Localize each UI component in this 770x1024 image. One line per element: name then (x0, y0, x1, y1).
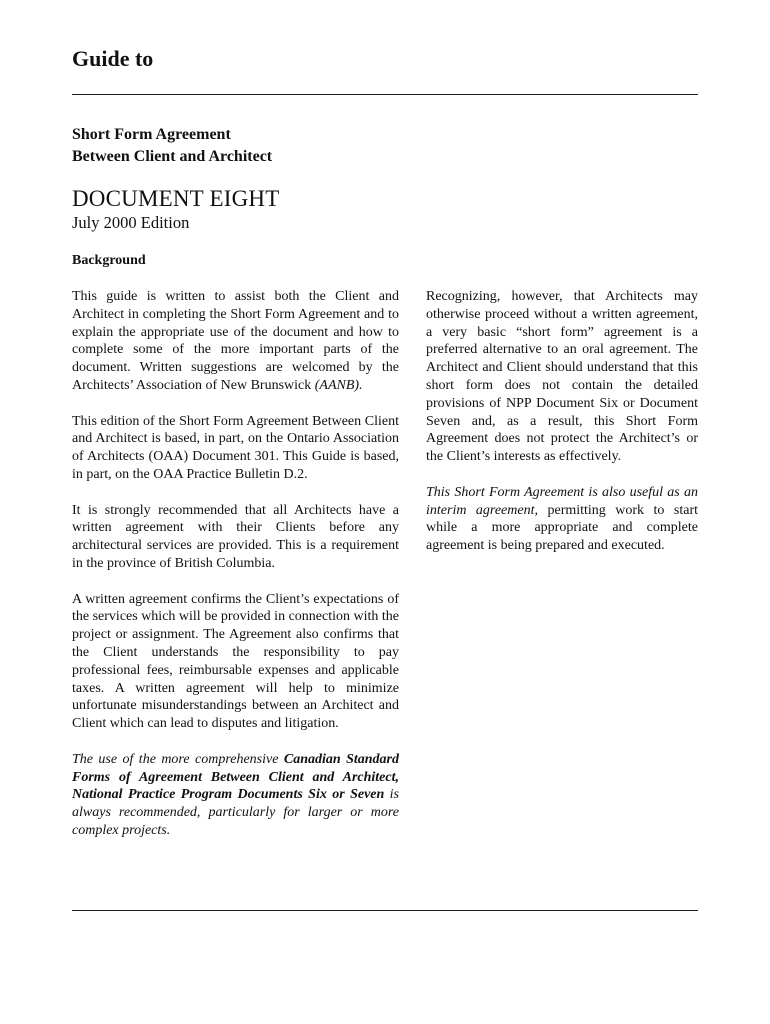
right-column (426, 288, 698, 573)
right-paragraph-2-italic: This Short Form Agreement is also useful as an interim agreement, (426, 484, 698, 518)
right-paragraph-1: Recognizing, however, that Architects may otherwise proceed without a written agreement, a very basic “short form” agreement is a preferred alternative to an oral agreement. The Architect and Client should understand that this short form does not contain the detailed provisions of NPP Document Six or Document Seven and, as a result, this Short Form Agreement does not protect the Architect’s or the Client’s interests as effectively. (426, 289, 698, 465)
subtitle-line-2: Between Client and Architect (72, 148, 273, 165)
left-paragraph-5-outro: is always recommended, particularly for larger or more complex projects. (72, 787, 399, 838)
agreement-subtitle (72, 124, 272, 168)
left-paragraph-2: This edition of the Short Form Agreement Between Client and Architect is based, in part, on the Ontario Association of Architects (OAA) Document 301. This Guide is based, in part, on the OAA Practice Bulletin D.2. (72, 413, 399, 482)
left-paragraph-5-intro: The use of the more comprehensive (72, 751, 284, 767)
subtitle-line-1: Short Form Agreement (72, 126, 231, 143)
top-divider (72, 94, 698, 95)
right-paragraph-2 (426, 484, 698, 555)
guide-title: Guide to (72, 46, 154, 71)
left-paragraph-4: A written agreement confirms the Client’s expectations of the services which will be provided in connection with the project or assignment. The Agreement also confirms that the Client understands the responsibility to pay professional fees, reimbursable expenses and applicable taxes. A written agreement will help to minimize unfortunate misunderstandings between an Architect and Client which can lead to disputes and litigation. (72, 591, 399, 732)
document-title: DOCUMENT EIGHT (72, 186, 280, 211)
npp-documents-reference: Canadian Standard Forms of Agreement Between Client and Architect, National Practice Program Documents Six or Seven (72, 751, 399, 803)
bottom-divider (72, 910, 698, 911)
left-paragraph-1 (72, 288, 399, 395)
left-paragraph-3: It is strongly recommended that all Architects have a written agreement with their Clients before any architectural services are provided. This is a requirement in the province of British Columbia. (72, 502, 399, 571)
left-column (72, 288, 399, 858)
edition-label: July 2000 Edition (72, 213, 190, 232)
left-paragraph-5 (72, 751, 399, 840)
left-paragraph-1-text: This guide is written to assist both the Client and Architect in completing the Short Form Agreement and to explain the appropriate use of the document and how to complete some of the more important parts of the document. Written suggestions are welcomed by the Architects’ Association of New Brunswick (72, 289, 399, 393)
right-paragraph-2-text: permitting work to start while a more appropriate and complete agreement is being prepared and executed. (426, 502, 699, 554)
background-heading: Background (72, 253, 146, 268)
aanb-abbreviation: (AANB). (314, 377, 363, 393)
